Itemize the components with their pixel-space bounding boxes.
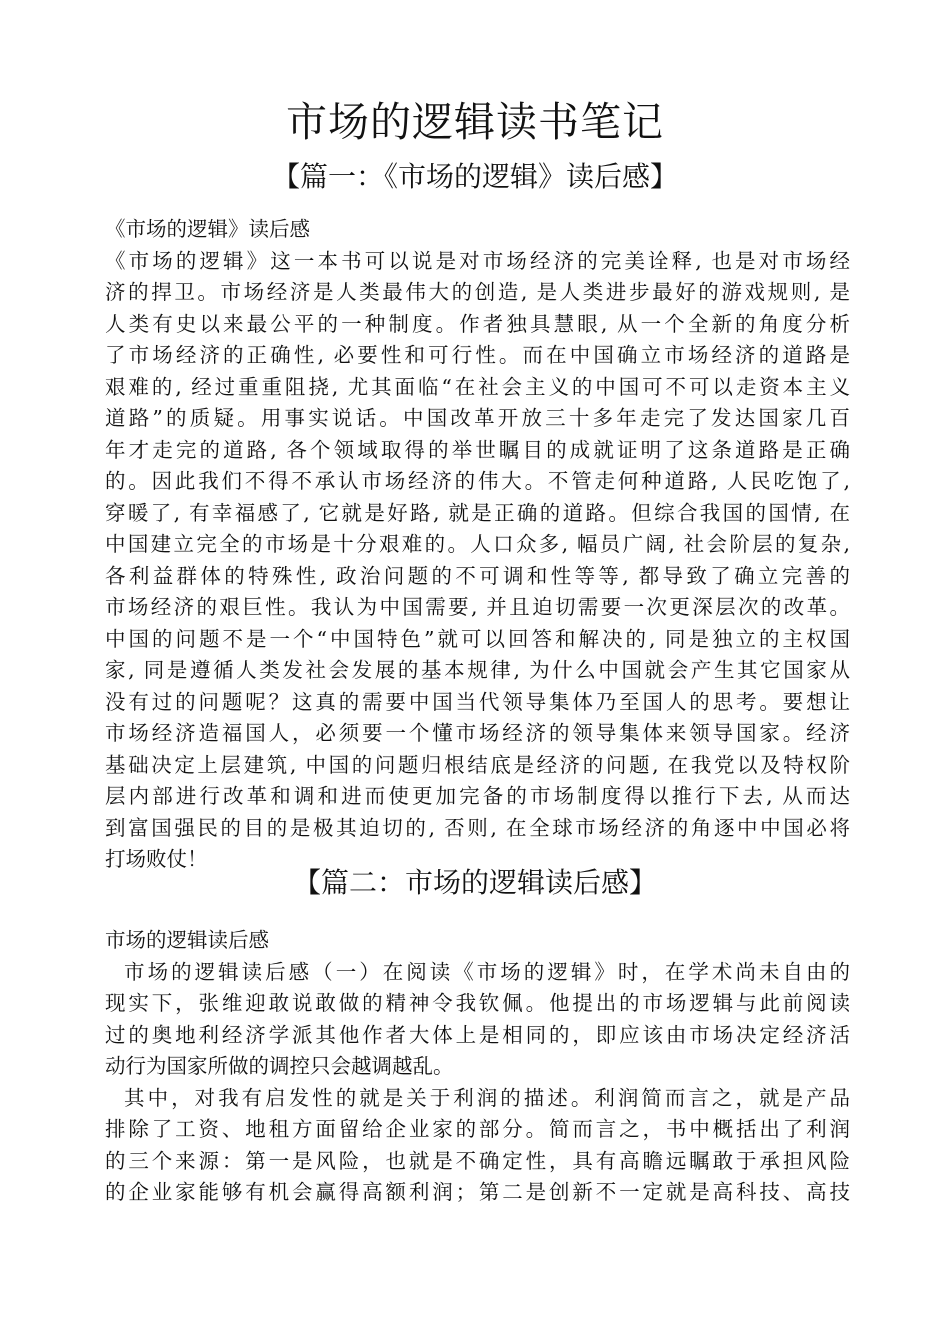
body-line: 人类有史以来最公平的一种制度。作者独具慧眼, 从一个全新的角度分析 (105, 311, 850, 336)
body-line: 的。因此我们不得不承认市场经济的伟大。不管走何种道路, 人民吃饱了, (105, 469, 850, 493)
body-line: 市场经济造福国人，必须要一个懂市场经济的领导集体来领导国家。经济 (105, 721, 850, 745)
body-line: 打场败仗！ (105, 847, 208, 871)
body-line: 层内部进行改革和调和进而使更加完备的市场制度得以推行下去, 从而达 (105, 784, 850, 808)
section-2-body (105, 925, 850, 1209)
body-line: 其中，对我有启发性的就是关于利润的描述。利润简而言之，就是产品 (105, 1085, 850, 1110)
body-line: 中国建立完全的市场是十分艰难的。人口众多, 幅员广阔, 社会阶层的复杂, (105, 532, 850, 556)
body-line: 基础决定上层建筑, 中国的问题归根结底是经济的问题, 在我党以及特权阶 (105, 752, 850, 777)
section-2-subtitle: 市场的逻辑读后感 (105, 928, 269, 952)
body-line: 家, 同是遵循人类发社会发展的基本规律, 为什么中国就会产生其它国家从 (105, 658, 850, 682)
body-line: 艰难的, 经过重重阻挠, 尤其面临“在社会主义的中国可不可以走资本主义 (105, 374, 850, 399)
body-line: 排除了工资、地租方面留给企业家的部分。简而言之，书中概括出了利润 (105, 1117, 850, 1141)
section-1-subtitle: 《市场的逻辑》读后感 (105, 217, 310, 241)
section-1-heading: 【篇一：《市场的逻辑》读后感】 (271, 160, 678, 193)
body-line: 市场经济的艰巨性。我认为中国需要, 并且迫切需要一次更深层次的改革。 (105, 595, 850, 619)
document-title: 市场的逻辑读书笔记 (286, 98, 664, 146)
section-1-body (105, 214, 850, 876)
body-line: 到富国强民的目的是极其迫切的, 否则, 在全球市场经济的角逐中中国必将 (105, 815, 850, 840)
body-line: 没有过的问题呢？这真的需要中国当代领导集体乃至国人的思考。要想让 (105, 689, 850, 714)
body-line: 的三个来源：第一是风险，也就是不确定性，具有高瞻远瞩敢于承担风险 (105, 1148, 850, 1173)
body-line: 动行为国家所做的调控只会越调越乱。 (105, 1054, 454, 1078)
body-line: 《市场的逻辑》这一本书可以说是对市场经济的完美诠释, 也是对市场经 (105, 248, 850, 273)
body-line: 过的奥地利经济学派其他作者大体上是相同的，即应该由市场决定经济活 (105, 1022, 850, 1047)
section-2-heading: 【篇二：市场的逻辑读后感】 (292, 866, 657, 899)
body-line: 的企业家能够有机会赢得高额利润；第二是创新不一定就是高科技、高技 (105, 1180, 850, 1204)
body-line: 中国的问题不是一个“中国特色”就可以回答和解决的, 同是独立的主权国 (105, 626, 850, 651)
body-line: 道路”的质疑。用事实说话。中国改革开放三十多年走完了发达国家几百 (105, 406, 850, 430)
body-line: 各利益群体的特殊性, 政治问题的不可调和性等等, 都导致了确立完善的 (105, 563, 850, 588)
body-line: 了市场经济的正确性, 必要性和可行性。而在中国确立市场经济的道路是 (105, 343, 850, 367)
body-line: 年才走完的道路, 各个领域取得的举世瞩目的成就证明了这条道路是正确 (105, 437, 850, 462)
body-line: 市场的逻辑读后感（一）在阅读《市场的逻辑》时，在学术尚未自由的 (105, 959, 850, 984)
body-line: 济的捍卫。市场经济是人类最伟大的创造, 是人类进步最好的游戏规则, 是 (105, 280, 850, 304)
body-line: 穿暖了, 有幸福感了, 它就是好路, 就是正确的道路。但综合我国的国情, 在 (105, 500, 850, 525)
body-line: 现实下，张维迎敢说敢做的精神令我钦佩。他提出的市场逻辑与此前阅读 (105, 991, 850, 1015)
